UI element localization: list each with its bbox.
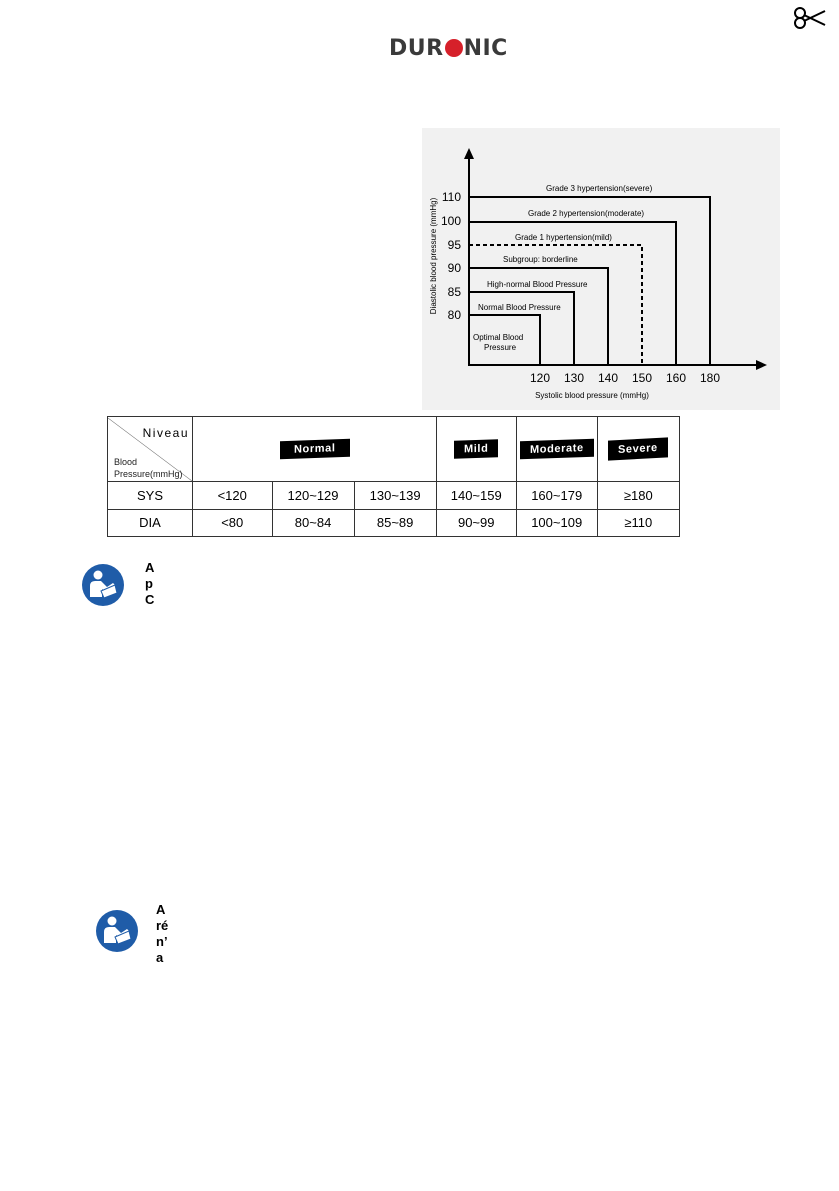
table-cell: 80~84 — [272, 509, 354, 536]
x-axis-arrow — [756, 360, 767, 370]
table-header-row — [108, 417, 680, 482]
table-cell: 90~99 — [436, 509, 516, 536]
niveau-label: Niveau — [142, 425, 189, 440]
x-tick-160: 160 — [665, 371, 687, 385]
table-cell: ≥180 — [597, 482, 679, 509]
note-text-1: A p C — [145, 560, 155, 607]
brand-logo — [389, 37, 508, 61]
y-tick-95: 95 — [447, 238, 461, 252]
x-tick-130: 130 — [563, 371, 585, 385]
table-cell: <120 — [193, 482, 273, 509]
bp-classification-table — [107, 416, 680, 537]
y-tick-90: 90 — [447, 261, 461, 275]
table-row — [108, 509, 680, 536]
zone-label-grade3: Grade 3 hypertension(severe) — [546, 184, 653, 193]
x-tick-180: 180 — [699, 371, 721, 385]
x-tick-120: 120 — [529, 371, 551, 385]
category-normal-cell — [193, 417, 437, 482]
x-tick-150: 150 — [631, 371, 653, 385]
table-cell: ≥110 — [597, 509, 679, 536]
row-label: SYS — [108, 482, 193, 509]
y-tick-110: 110 — [441, 190, 461, 204]
blood-pressure-label: Blood Pressure(mmHg) — [114, 456, 183, 479]
scissors-icon — [793, 6, 827, 30]
table-cell: 85~89 — [354, 509, 436, 536]
category-mild-badge: Mild — [454, 439, 498, 459]
row-label: DIA — [108, 509, 193, 536]
x-tick-140: 140 — [597, 371, 619, 385]
category-mild-cell — [436, 417, 516, 482]
logo-text-right: NIC — [463, 36, 508, 61]
y-tick-100: 100 — [440, 214, 461, 228]
y-tick-85: 85 — [447, 285, 461, 299]
y-axis-arrow — [464, 148, 474, 159]
table-cell: 160~179 — [516, 482, 597, 509]
y-axis-label: Diastolic blood pressure (mmHg) — [429, 197, 438, 315]
x-axis-label: Systolic blood pressure (mmHg) — [535, 391, 649, 400]
zone-label-subgroup: Subgroup: borderline — [503, 255, 578, 264]
category-moderate-badge: Moderate — [520, 439, 594, 460]
zone-label-high-normal: High-normal Blood Pressure — [487, 280, 588, 289]
zone-label-optimal-1: Optimal Blood — [473, 333, 524, 342]
y-tick-80: 80 — [447, 308, 461, 322]
logo-text-left: DUR — [389, 36, 444, 61]
note-text-2: A ré n’ a — [156, 902, 169, 965]
category-severe-cell — [597, 417, 679, 482]
table-row — [108, 482, 680, 509]
zone-label-grade2: Grade 2 hypertension(moderate) — [528, 209, 645, 218]
read-manual-icon — [95, 909, 139, 953]
table-cell: 130~139 — [354, 482, 436, 509]
power-icon — [445, 39, 463, 57]
category-severe-badge: Severe — [608, 437, 668, 460]
zone-label-normal: Normal Blood Pressure — [478, 303, 561, 312]
blood-pressure-chart — [422, 128, 780, 410]
table-cell: 120~129 — [272, 482, 354, 509]
read-manual-icon — [81, 563, 125, 607]
table-cell: <80 — [193, 509, 273, 536]
table-corner-cell — [108, 418, 192, 481]
table-cell: 140~159 — [436, 482, 516, 509]
category-normal-badge: Normal — [280, 439, 350, 459]
category-moderate-cell — [516, 417, 597, 482]
table-cell: 100~109 — [516, 509, 597, 536]
zone-label-optimal-2: Pressure — [484, 343, 517, 352]
zone-label-grade1: Grade 1 hypertension(mild) — [515, 233, 612, 242]
